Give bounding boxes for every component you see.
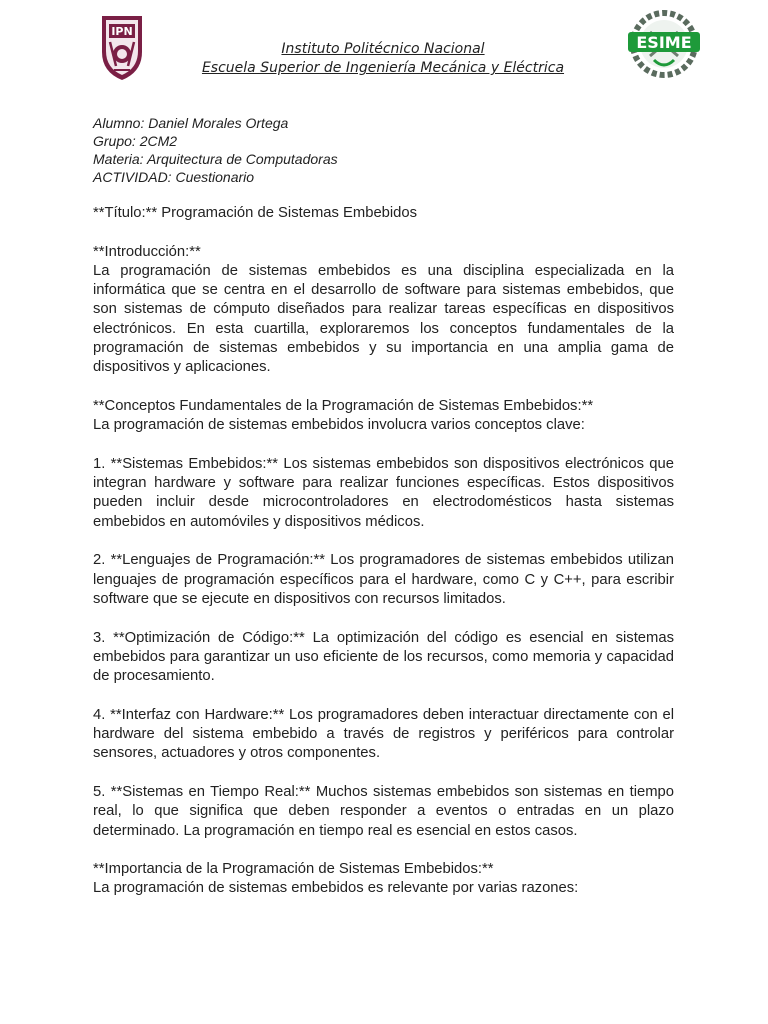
intro-paragraph: La programación de sistemas embebidos es una disciplina especializada en la informática que se centra en el desarrollo de software para sistemas embebidos, que son sistemas de cómputo diseñados para realizar tareas específicas en dispositivos electrónicos. En esta cuartilla, exploraremos los conceptos fundamentales de la programación de sistemas embebidos y su importancia en una amplia gama de dispositivos y aplicaciones.: [93, 262, 674, 376]
activity: ACTIVIDAD: Cuestionario: [93, 169, 255, 185]
intro-heading: **Introducción:**: [93, 243, 201, 260]
list-item: 2. **Lenguajes de Programación:** Los programadores de sistemas embebidos utilizan lenguajes de programación específicos para el hardware, como C y C++, para escribir software que se ejecute en dispositivos con recursos limitados.: [93, 552, 674, 607]
document-title: **Título:** Programación de Sistemas Embebidos: [93, 205, 418, 221]
student-name: Alumno: Daniel Morales Ortega: [93, 115, 289, 131]
concepts-intro: La programación de sistemas embebidos involucra varios conceptos clave:: [93, 417, 585, 434]
school-name: Escuela Superior de Ingeniería Mecánica y Eléctrica: [201, 60, 565, 76]
esime-logo-lettering: ESIME: [636, 33, 692, 52]
institution-name: Instituto Politécnico Nacional: [281, 41, 485, 57]
student-info: [93, 114, 338, 186]
ipn-logo-lettering: IPN: [111, 25, 133, 38]
list-item: 1. **Sistemas Embebidos:** Los sistemas embebidos son dispositivos electrónicos que integran hardware y software para realizar funciones específicas. Estos dispositivos pueden incluir desde microcontroladores en electrodomésticos hasta sistemas embebidos en automóviles y dispositivos médicos.: [93, 455, 674, 530]
subject: Materia: Arquitectura de Computadoras: [93, 151, 338, 167]
list-item: 4. **Interfaz con Hardware:** Los programadores deben interactuar directamente con el hardware del sistema embebido a través de registros y periféricos para controlar sensores, actuadores y otros componentes.: [93, 706, 674, 762]
ipn-logo: [96, 12, 148, 82]
list-item: 3. **Optimización de Código:** La optimización del código es esencial en sistemas embebidos para garantizar un uso eficiente de los recursos, como memoria y capacidad de procesamiento.: [93, 629, 674, 685]
list-item: 5. **Sistemas en Tiempo Real:** Muchos sistemas embebidos son sistemas en tiempo real, lo que significa que deben responder a eventos o entradas en un plazo determinado. La programación en tiempo real es esencial en estos casos.: [93, 783, 674, 839]
document-body: [93, 204, 674, 899]
esime-logo: [624, 8, 704, 80]
importance-intro: La programación de sistemas embebidos es relevante por varias razones:: [93, 880, 579, 897]
group: Grupo: 2CM2: [93, 133, 178, 149]
document-header: [150, 40, 616, 78]
concepts-heading: **Conceptos Fundamentales de la Programación de Sistemas Embebidos:**: [93, 397, 594, 414]
importance-heading: **Importancia de la Programación de Sistemas Embebidos:**: [93, 861, 494, 878]
